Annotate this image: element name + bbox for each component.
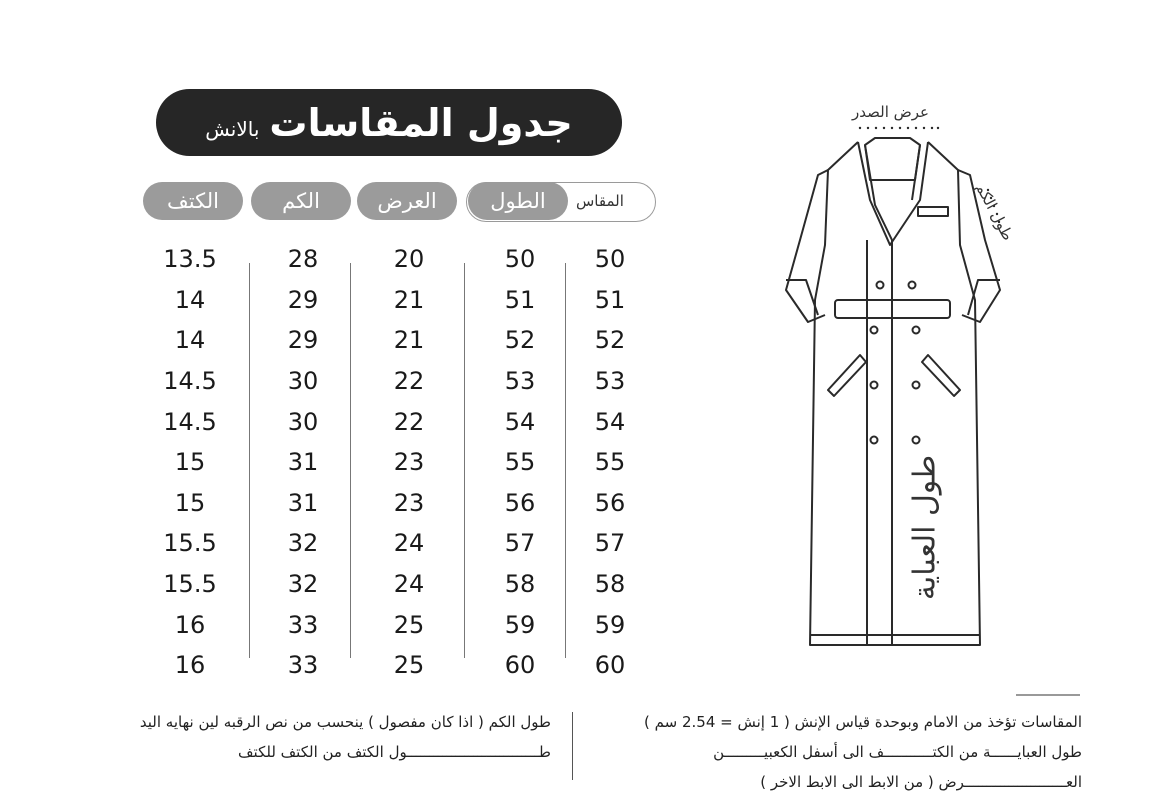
separator bbox=[1016, 694, 1080, 696]
header-width: العرض bbox=[357, 182, 457, 220]
table-cell: 24 bbox=[393, 529, 425, 558]
header-sleeve: الكم bbox=[251, 182, 351, 220]
table-cell: 59 bbox=[594, 610, 626, 639]
note-unit: المقاسات تؤخذ من الامام وبوحدة قياس الإنش ( 1 إنش = 2.54 سم ) bbox=[644, 713, 1082, 731]
table-cell: 28 bbox=[287, 245, 319, 274]
table-cell: 16 bbox=[174, 651, 206, 680]
table-cell: 24 bbox=[393, 570, 425, 599]
column-divider bbox=[350, 263, 351, 658]
table-cell: 51 bbox=[594, 285, 626, 314]
column-divider bbox=[565, 263, 566, 658]
table-cell: 55 bbox=[594, 448, 626, 477]
table-cell: 31 bbox=[287, 488, 319, 517]
table-cell: 53 bbox=[504, 367, 536, 396]
header-shoulder: الكتف bbox=[143, 182, 243, 220]
column-divider bbox=[249, 263, 250, 658]
table-cell: 52 bbox=[594, 326, 626, 355]
header-size: المقاس bbox=[576, 192, 624, 210]
table-cell: 15 bbox=[174, 448, 206, 477]
table-cell: 56 bbox=[504, 488, 536, 517]
table-cell: 56 bbox=[594, 488, 626, 517]
table-cell: 50 bbox=[594, 245, 626, 274]
table-cell: 16 bbox=[174, 610, 206, 639]
table-cell: 54 bbox=[594, 407, 626, 436]
table-cell: 15.5 bbox=[163, 529, 217, 558]
column-divider bbox=[464, 263, 465, 658]
table-cell: 29 bbox=[287, 285, 319, 314]
table-cell: 15.5 bbox=[163, 570, 217, 599]
note-abaya-length: طول العبايــــــة من الكتـــــــــــف الى أسفل الكعبيـــــــــن bbox=[713, 743, 1082, 761]
table-cell: 60 bbox=[594, 651, 626, 680]
table-cell: 14 bbox=[174, 285, 206, 314]
column-size bbox=[585, 239, 635, 686]
note-shoulder: طــــــــــــــــــــــــــــــول الكتف من الكتف للكتف bbox=[238, 743, 551, 761]
table-cell: 32 bbox=[287, 529, 319, 558]
table-cell: 33 bbox=[287, 610, 319, 639]
table-cell: 23 bbox=[393, 488, 425, 517]
table-cell: 25 bbox=[393, 651, 425, 680]
table-title bbox=[156, 89, 622, 156]
table-cell: 59 bbox=[504, 610, 536, 639]
notes-divider bbox=[572, 712, 573, 780]
table-cell: 14 bbox=[174, 326, 206, 355]
table-cell: 25 bbox=[393, 610, 425, 639]
table-cell: 22 bbox=[393, 407, 425, 436]
table-cell: 23 bbox=[393, 448, 425, 477]
table-cell: 54 bbox=[504, 407, 536, 436]
table-cell: 21 bbox=[393, 285, 425, 314]
abaya-diagram-icon bbox=[770, 90, 1020, 650]
note-width: العـــــــــــــــــــــــرض ( من الابط الى الابط الاخر ) bbox=[760, 773, 1082, 791]
label-sleeve-length: طول الكم bbox=[972, 180, 1018, 244]
title-unit: بالانش bbox=[205, 116, 260, 141]
table-cell: 29 bbox=[287, 326, 319, 355]
table-cell: 52 bbox=[504, 326, 536, 355]
table-cell: 14.5 bbox=[163, 367, 217, 396]
title-main: جدول المقاسات bbox=[269, 100, 573, 145]
table-cell: 53 bbox=[594, 367, 626, 396]
table-cell: 13.5 bbox=[163, 245, 217, 274]
column-sleeve bbox=[278, 239, 328, 686]
table-cell: 20 bbox=[393, 245, 425, 274]
table-cell: 57 bbox=[594, 529, 626, 558]
table-cell: 32 bbox=[287, 570, 319, 599]
table-cell: 57 bbox=[504, 529, 536, 558]
table-cell: 50 bbox=[504, 245, 536, 274]
table-cell: 33 bbox=[287, 651, 319, 680]
label-abaya-length: طول العباية bbox=[907, 454, 943, 601]
label-chest-width: عرض الصدر bbox=[852, 103, 929, 121]
column-shoulder bbox=[160, 239, 220, 686]
column-length bbox=[495, 239, 545, 686]
header-length: الطول bbox=[468, 182, 568, 220]
column-width bbox=[384, 239, 434, 686]
table-cell: 14.5 bbox=[163, 407, 217, 436]
table-cell: 58 bbox=[594, 570, 626, 599]
table-cell: 22 bbox=[393, 367, 425, 396]
table-cell: 31 bbox=[287, 448, 319, 477]
table-cell: 30 bbox=[287, 367, 319, 396]
table-cell: 60 bbox=[504, 651, 536, 680]
table-cell: 58 bbox=[504, 570, 536, 599]
table-cell: 21 bbox=[393, 326, 425, 355]
table-cell: 15 bbox=[174, 488, 206, 517]
table-cell: 30 bbox=[287, 407, 319, 436]
table-cell: 55 bbox=[504, 448, 536, 477]
table-cell: 51 bbox=[504, 285, 536, 314]
note-sleeve-length: طول الكم ( اذا كان مفصول ) ينحسب من نص الرقبه لين نهايه اليد bbox=[139, 713, 551, 731]
